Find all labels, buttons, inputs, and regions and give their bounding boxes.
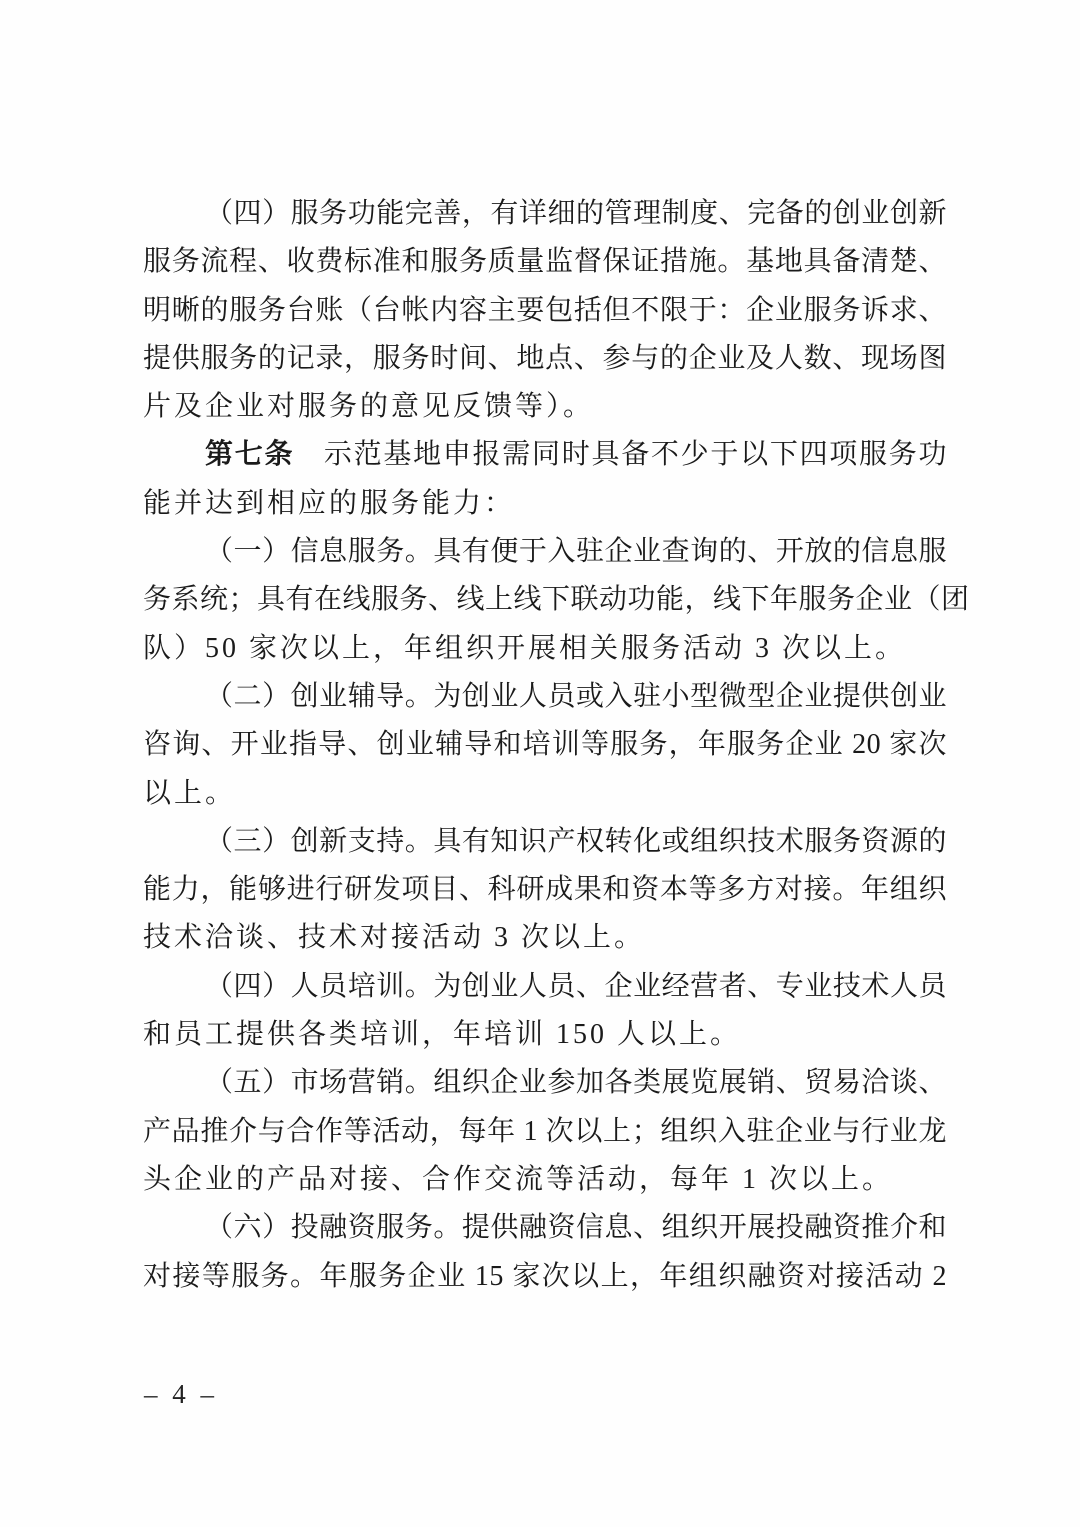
item-3-innovation-support	[143, 818, 947, 963]
text-segment: （六）投融资服务。提供融资信息、组织开展投融资推介和	[205, 1212, 947, 1244]
text-segment: （五）市场营销。组织企业参加各类展览展销、贸易洽谈、	[205, 1067, 947, 1099]
text-segment: 对接等服务。年服务企业 15 家次以上，年组织融资对接活动 2	[143, 1260, 947, 1292]
text-segment: 队）50 家次以上，年组织开展相关服务活动 3 次以上。	[143, 632, 907, 664]
text-segment: 头企业的产品对接、合作交流等活动，每年 1 次以上。	[143, 1163, 894, 1195]
item-1-information-service	[143, 528, 970, 673]
text-segment: （二）创业辅导。为创业人员或入驻小型微型企业提供创业	[205, 680, 947, 712]
text-segment: 和员工提供各类培训，年培训 150 人以上。	[143, 1019, 742, 1051]
text-line	[143, 335, 947, 383]
item-4-personnel-training	[143, 963, 947, 1060]
text-segment: 务系统；具有在线服务、线上线下联动功能，线下年服务企业（团	[143, 584, 970, 616]
text-line	[143, 238, 947, 286]
text-line	[143, 190, 947, 238]
text-segment: （三）创新支持。具有知识产权转化或组织技术服务资源的	[205, 825, 947, 857]
text-segment: （四）人员培训。为创业人员、企业经营者、专业技术人员	[205, 970, 947, 1002]
article-number-label: 第七条	[205, 439, 295, 471]
text-segment: （四）服务功能完善，有详细的管理制度、完备的创业创新	[205, 198, 947, 229]
text-segment: 技术洽谈、技术对接活动 3 次以上。	[143, 922, 646, 954]
text-line	[143, 1253, 947, 1301]
text-segment: 示范基地申报需同时具备不少于以下四项服务功	[294, 439, 947, 471]
text-line	[143, 1059, 947, 1107]
text-line	[143, 770, 947, 818]
text-segment: 服务流程、收费标准和服务质量监督保证措施。基地具备清楚、	[143, 246, 947, 278]
text-line	[143, 866, 947, 914]
text-line	[143, 287, 947, 335]
text-segment: 咨询、开业指导、创业辅导和培训等服务，年服务企业 20 家次	[143, 729, 947, 761]
text-segment: 片及企业对服务的意见反馈等）。	[143, 391, 595, 423]
text-line	[143, 963, 947, 1011]
item-5-marketing	[143, 1059, 947, 1204]
text-segment: 能力，能够进行研发项目、科研成果和资本等多方对接。年组织	[143, 874, 947, 906]
text-segment: （一）信息服务。具有便于入驻企业查询的、开放的信息服	[205, 536, 947, 568]
text-segment: 产品推介与合作等活动，每年 1 次以上；组织入驻企业与行业龙	[143, 1115, 947, 1147]
text-line	[143, 576, 970, 624]
text-line	[143, 625, 947, 673]
text-line	[143, 480, 947, 528]
text-line	[143, 914, 947, 962]
text-segment: 明晰的服务台账（台帐内容主要包括但不限于：企业服务诉求、	[143, 294, 947, 326]
text-line	[143, 1204, 947, 1252]
text-line	[143, 818, 947, 866]
text-line	[143, 383, 947, 431]
text-line	[143, 1156, 947, 1204]
item-2-startup-coaching	[143, 673, 947, 818]
text-segment: 提供服务的记录，服务时间、地点、参与的企业及人数、现场图	[143, 342, 947, 374]
clause-4-service-functions	[143, 190, 947, 431]
text-line	[143, 431, 947, 479]
text-line	[143, 528, 947, 576]
text-line	[143, 721, 947, 769]
page-number: – 4 –	[144, 1379, 218, 1409]
item-6-financing-service	[143, 1204, 947, 1301]
text-line	[143, 1108, 947, 1156]
text-line	[143, 1011, 947, 1059]
document-body	[143, 190, 970, 1301]
article-7	[143, 431, 947, 528]
text-segment: 能并达到相应的服务能力：	[143, 487, 516, 519]
text-segment: 以上。	[143, 777, 237, 809]
text-line	[143, 673, 947, 721]
